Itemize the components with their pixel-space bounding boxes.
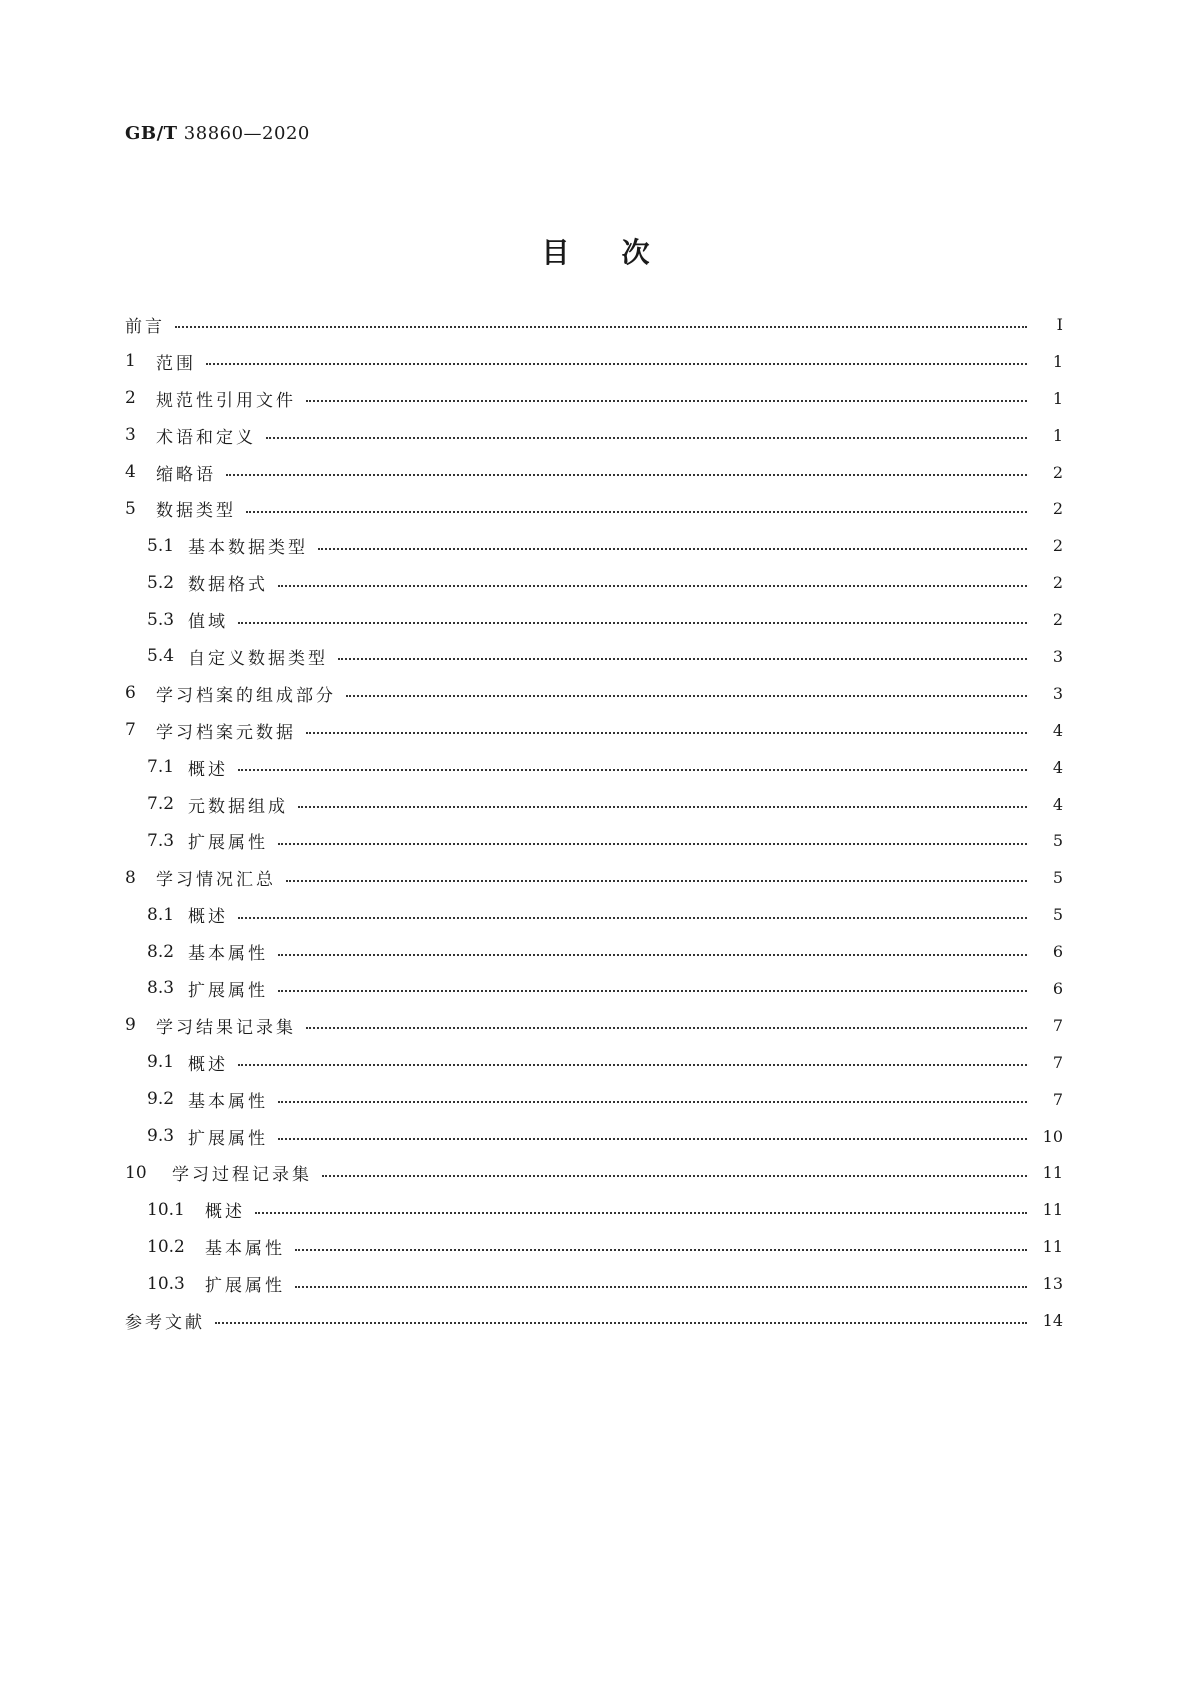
toc-entry[interactable]: [125, 1154, 1063, 1191]
toc-dot-leader: [238, 622, 1027, 624]
toc-dot-leader: [278, 954, 1027, 956]
toc-entry-label: 自定义数据类型: [188, 648, 328, 669]
toc-dot-leader: [318, 548, 1027, 550]
toc-entry[interactable]: [125, 306, 1063, 343]
toc-entry-page-number: 7: [1052, 1052, 1063, 1072]
toc-entry-page-number: 1: [1052, 388, 1063, 408]
toc-entry-page-number: 7: [1052, 1015, 1063, 1035]
toc-entry-label: 基本属性: [188, 1091, 268, 1112]
toc-entry[interactable]: [125, 527, 1063, 564]
toc-entry[interactable]: [125, 859, 1063, 896]
toc-entry[interactable]: [125, 970, 1063, 1007]
toc-entry-number: 4: [125, 462, 136, 482]
toc-entry[interactable]: [125, 933, 1063, 970]
toc-dot-leader: [346, 695, 1027, 697]
toc-entry[interactable]: [125, 1081, 1063, 1118]
toc-entry-page-number: 1: [1052, 425, 1063, 445]
toc-entry[interactable]: [125, 564, 1063, 601]
toc-entry[interactable]: [125, 786, 1063, 823]
toc-entry-label: 规范性引用文件: [156, 390, 296, 411]
toc-dot-leader: [238, 769, 1027, 771]
toc-entry-label: 数据格式: [188, 575, 268, 596]
toc-entry-page-number: 1: [1052, 351, 1063, 371]
toc-dot-leader: [206, 363, 1027, 365]
toc-entry[interactable]: [125, 601, 1063, 638]
toc-entry-page-number: 14: [1042, 1310, 1063, 1330]
toc-entry[interactable]: [125, 749, 1063, 786]
toc-entry-label: 范围: [156, 353, 196, 374]
toc-entry[interactable]: [125, 1228, 1063, 1265]
toc-entry-number: 7.3: [147, 830, 175, 851]
toc-dot-leader: [295, 1286, 1027, 1288]
toc-dot-leader: [215, 1322, 1027, 1324]
toc-entry-page-number: 11: [1042, 1163, 1063, 1183]
toc-entry-label: 前言: [125, 316, 165, 337]
toc-entry-page-number: 10: [1042, 1126, 1063, 1146]
toc-entry[interactable]: [125, 1191, 1063, 1228]
toc-entry-page-number: 4: [1052, 794, 1063, 814]
toc-entry-label: 学习过程记录集: [172, 1165, 312, 1186]
toc-entry-label: 缩略语: [156, 464, 216, 485]
toc-entry-number: 9.1: [147, 1052, 175, 1073]
standard-code: 38860—2020: [183, 123, 310, 144]
toc-entry-page-number: 2: [1052, 499, 1063, 519]
toc-entry-page-number: 6: [1052, 978, 1063, 998]
toc-dot-leader: [306, 400, 1027, 402]
toc-entry[interactable]: [125, 1265, 1063, 1302]
toc-entry-page-number: I: [1056, 314, 1063, 334]
toc-entry-label: 学习情况汇总: [156, 870, 276, 891]
toc-dot-leader: [175, 326, 1027, 328]
toc-entry-page-number: 2: [1052, 573, 1063, 593]
toc-entry-label: 术语和定义: [156, 427, 256, 448]
toc-entry-number: 5.2: [147, 572, 175, 593]
toc-entry-number: 10.1: [147, 1199, 185, 1220]
toc-dot-leader: [255, 1212, 1027, 1214]
toc-entry-page-number: 7: [1052, 1089, 1063, 1109]
toc-entry-label: 扩展属性: [205, 1276, 285, 1297]
toc-entry-label: 概述: [188, 907, 228, 928]
toc-dot-leader: [226, 474, 1027, 476]
toc-entry-number: 5.3: [147, 609, 175, 630]
toc-entry-page-number: 2: [1052, 536, 1063, 556]
toc-entry-page-number: 2: [1052, 462, 1063, 482]
toc-entry-label: 扩展属性: [188, 980, 268, 1001]
toc-entry[interactable]: [125, 454, 1063, 491]
toc-entry[interactable]: [125, 675, 1063, 712]
toc-entry-page-number: 3: [1052, 646, 1063, 666]
toc-dot-leader: [306, 732, 1027, 734]
toc-entry-number: 8.3: [147, 978, 175, 999]
toc-entry-label: 基本数据类型: [188, 538, 308, 559]
toc-entry-number: 8: [125, 867, 136, 888]
toc-dot-leader: [278, 585, 1027, 587]
toc-entry-number: 6: [125, 683, 136, 704]
toc-entry[interactable]: [125, 712, 1063, 749]
toc-entry-number: 10: [125, 1162, 147, 1183]
toc-dot-leader: [306, 1027, 1027, 1029]
toc-entry-number: 8.2: [147, 941, 175, 962]
toc-entry-label: 学习结果记录集: [156, 1017, 296, 1038]
toc-entry-number: 7.2: [147, 794, 175, 815]
toc-entry[interactable]: [125, 1044, 1063, 1081]
toc-entry-page-number: 5: [1052, 905, 1063, 925]
toc-dot-leader: [295, 1249, 1027, 1251]
toc-entry-label: 基本属性: [188, 944, 268, 965]
toc-dot-leader: [286, 880, 1027, 882]
toc-entry[interactable]: [125, 896, 1063, 933]
toc-entry-page-number: 5: [1052, 831, 1063, 851]
toc-entry[interactable]: [125, 417, 1063, 454]
toc-entry-number: 8.1: [147, 904, 175, 925]
toc-entry-page-number: 4: [1052, 757, 1063, 777]
toc-entry[interactable]: [125, 638, 1063, 675]
toc-entry-label: 值域: [188, 612, 228, 633]
toc-dot-leader: [278, 1101, 1027, 1103]
toc-entry-page-number: 2: [1052, 610, 1063, 630]
toc-dot-leader: [278, 1138, 1027, 1140]
toc-entry-page-number: 11: [1042, 1237, 1063, 1257]
toc-dot-leader: [278, 990, 1027, 992]
toc-entry-number: 9.3: [147, 1126, 175, 1147]
standard-prefix: GB/T: [125, 123, 178, 144]
toc-entry-label: 元数据组成: [188, 796, 288, 817]
toc-entry-page-number: 5: [1052, 868, 1063, 888]
toc-entry-number: 7.1: [147, 757, 175, 778]
toc-entry-label: 扩展属性: [188, 1128, 268, 1149]
toc-entry-page-number: 3: [1052, 683, 1063, 703]
toc-entry[interactable]: [125, 343, 1063, 380]
toc-entry-label: 扩展属性: [188, 833, 268, 854]
toc-entry-number: 9: [125, 1015, 136, 1036]
toc-entry-number: 2: [125, 388, 136, 409]
toc-dot-leader: [322, 1175, 1027, 1177]
toc-entry-page-number: 13: [1042, 1274, 1063, 1294]
standard-number: [125, 123, 310, 144]
toc-dot-leader: [238, 917, 1027, 919]
toc-entry-number: 5: [125, 498, 136, 519]
toc-entry-number: 5.1: [147, 535, 175, 556]
toc-entry-number: 10.2: [147, 1236, 185, 1257]
toc-entry-label: 基本属性: [205, 1239, 285, 1260]
toc-entry-number: 7: [125, 720, 136, 741]
toc-entry-number: 10.3: [147, 1273, 185, 1294]
toc-entry-label: 概述: [205, 1202, 245, 1223]
toc-dot-leader: [278, 843, 1027, 845]
toc-entry[interactable]: [125, 1007, 1063, 1044]
toc-entry[interactable]: [125, 822, 1063, 859]
toc-entry-page-number: 11: [1042, 1200, 1063, 1220]
toc-dot-leader: [266, 437, 1027, 439]
toc-entry-label: 学习档案的组成部分: [156, 685, 336, 706]
toc-dot-leader: [338, 658, 1027, 660]
page-title: 目次: [541, 235, 702, 269]
toc-entry-page-number: 6: [1052, 942, 1063, 962]
toc-entry-page-number: 4: [1052, 720, 1063, 740]
toc-entry[interactable]: [125, 1118, 1063, 1155]
toc-entry-label: 概述: [188, 759, 228, 780]
toc-entry-label: 概述: [188, 1054, 228, 1075]
toc-entry-label: 学习档案元数据: [156, 722, 296, 743]
toc-dot-leader: [298, 806, 1027, 808]
toc-entry-label: 参考文献: [125, 1312, 205, 1333]
toc-entry[interactable]: [125, 380, 1063, 417]
toc-entry-number: 9.2: [147, 1089, 175, 1110]
table-of-contents: [125, 306, 1063, 1339]
toc-entry[interactable]: [125, 490, 1063, 527]
toc-entry-number: 3: [125, 425, 136, 446]
toc-dot-leader: [246, 511, 1027, 513]
toc-entry[interactable]: [125, 1302, 1063, 1339]
toc-entry-label: 数据类型: [156, 501, 236, 522]
toc-entry-number: 5.4: [147, 646, 175, 667]
toc-dot-leader: [238, 1064, 1027, 1066]
toc-entry-number: 1: [125, 351, 136, 372]
